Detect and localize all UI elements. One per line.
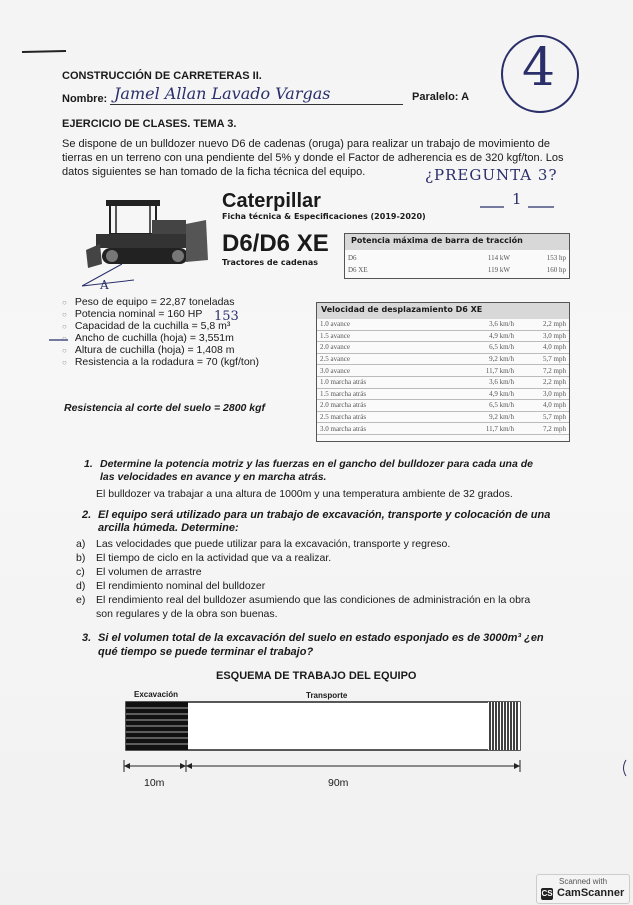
question-2-number: 2. <box>82 509 92 521</box>
question-2-line-2: arcilla húmeda. Determine: <box>98 522 239 534</box>
table-cell: 3,6 km/h <box>451 319 517 330</box>
table-cell: 4,0 mph <box>517 400 569 412</box>
list-item: ○ Ancho de cuchilla (hoja) = 3,551m <box>62 332 234 344</box>
bulldozer-image <box>82 190 210 288</box>
list-item: ○ Resistencia a la rodadura = 70 (kgf/ton) <box>62 356 259 368</box>
table-row <box>317 411 569 423</box>
schema-diagram <box>124 700 522 752</box>
list-item-letter: a) <box>76 538 86 550</box>
table-cell: 7,2 mph <box>517 423 569 435</box>
course-title: CONSTRUCCIÓN DE CARRETERAS II. <box>62 70 262 82</box>
student-name: Jamel Allan Lavado Vargas <box>114 84 331 103</box>
camscanner-watermark <box>536 874 630 904</box>
list-item-text: El rendimiento real del bulldozer asumiendo que las condiciones de administración en la obra <box>96 594 531 606</box>
table-cell: 4,0 mph <box>517 342 569 354</box>
question-1-line-2: las velocidades en avance y en marcha atrás. <box>100 471 327 483</box>
table-row <box>317 353 569 365</box>
intro-line-2: tierras en un terreno con una pendiente del 5% y donde el Factor de adherencia es de 320 kgf/ton. Los <box>62 152 564 164</box>
table-cell: 114 kW <box>487 254 510 262</box>
table-cell: 3,0 mph <box>517 388 569 400</box>
list-item-text: Peso de equipo = 22,87 toneladas <box>74 296 235 308</box>
schema-deposit-zone <box>488 702 520 750</box>
list-item <box>76 608 530 622</box>
table-cell: D6 XE <box>348 266 368 274</box>
list-item-text: Las velocidades que puede utilizar para la excavación, transporte y regreso. <box>96 538 451 550</box>
intro-line-1: Se dispone de un bulldozer nuevo D6 de cadenas (oruga) para realizar un trabajo de movimiento de <box>62 138 550 150</box>
table-cell: D6 <box>348 254 357 262</box>
table-cell: 1.5 avance <box>317 330 451 342</box>
schema-dim-excavation: 10m <box>144 777 165 789</box>
list-item-text: El rendimiento nominal del bulldozer <box>96 580 266 592</box>
table-row <box>317 319 569 330</box>
list-item <box>76 580 530 594</box>
table-cell: 2.0 avance <box>317 342 451 354</box>
name-underline <box>110 104 403 105</box>
table-cell: 9,2 km/h <box>451 411 517 423</box>
list-item-text: Altura de cuchilla (hoja) = 1,408 m <box>74 344 235 356</box>
question-2-line-1: El equipo será utilizado para un trabajo de excavación, transporte y colocación de una <box>98 509 551 521</box>
list-item <box>76 594 530 608</box>
model-title: D6/D6 XE <box>222 230 329 257</box>
table-cell: 5,7 mph <box>517 353 569 365</box>
question-1-note: El bulldozer va trabajar a una altura de 1000m y una temperatura ambiente de 32 grados. <box>96 488 513 500</box>
handwritten-power-correction: 153 <box>214 309 239 324</box>
list-item <box>76 538 530 552</box>
table-row <box>317 365 569 377</box>
list-item-text: Ancho de cuchilla (hoja) = 3,551m <box>74 332 234 344</box>
table-cell: 11,7 km/h <box>451 365 517 377</box>
table-cell: 2,2 mph <box>517 319 569 330</box>
handwritten-number: 1 <box>512 190 522 208</box>
power-table-title: Potencia máxima de barra de tracción <box>345 234 569 250</box>
pen-stroke-mark <box>20 46 70 58</box>
question-3-number: 3. <box>82 632 92 644</box>
schema-dim-transport: 90m <box>328 777 349 789</box>
schema-dimension-lines <box>120 758 526 774</box>
brand-title: Caterpillar <box>222 190 321 212</box>
table-row <box>317 400 569 412</box>
table-row <box>345 252 569 264</box>
table-cell: 2.0 marcha atrás <box>317 400 451 412</box>
handwritten-question-note: ¿PREGUNTA 3? <box>425 166 558 184</box>
question-3-line-1: Si el volumen total de la excavación del suelo en estado esponjado es de 3000m³ ¿en <box>98 632 544 644</box>
list-item <box>76 552 530 566</box>
list-item: ○ Potencia nominal = 160 HP <box>62 308 203 320</box>
question-1-line-1: Determine la potencia motriz y las fuerzas en el gancho del bulldozer para cada una de <box>100 458 533 470</box>
table-cell: 1.0 marcha atrás <box>317 376 451 388</box>
table-cell: 4,9 km/h <box>451 330 517 342</box>
model-subtitle: Tractores de cadenas <box>222 258 318 267</box>
table-cell: 2.5 marcha atrás <box>317 411 451 423</box>
grade-circle <box>498 30 582 114</box>
table-row <box>317 423 569 435</box>
table-row <box>317 330 569 342</box>
list-item-text: El volumen de arrastre <box>96 566 202 578</box>
intro-line-3: datos siguientes se han tomado de la ficha técnica del equipo. <box>62 166 366 178</box>
table-cell: 153 hp <box>546 254 566 262</box>
list-item-text: Capacidad de la cuchilla = 5,8 m³ <box>74 320 231 332</box>
table-cell: 3.0 avance <box>317 365 451 377</box>
soil-resistance: Resistencia al corte del suelo = 2800 kgf <box>64 402 266 414</box>
handwritten-arrow-mark <box>48 336 70 344</box>
schema-label-transport: Transporte <box>306 691 348 700</box>
table-cell: 9,2 km/h <box>451 353 517 365</box>
table-row <box>317 376 569 388</box>
pen-squiggle <box>620 758 630 780</box>
camscanner-logo-icon: CS <box>541 889 553 898</box>
table-cell: 1.5 marcha atrás <box>317 388 451 400</box>
list-item: ○ Altura de cuchilla (hoja) = 1,408 m <box>62 344 235 356</box>
question-1-number: 1. <box>84 458 93 470</box>
table-cell: 3,0 mph <box>517 330 569 342</box>
table-cell: 2,2 mph <box>517 376 569 388</box>
power-table <box>344 233 570 279</box>
name-label: Nombre: <box>62 93 108 105</box>
grade-mark: 4 <box>522 38 556 98</box>
table-cell: 4,9 km/h <box>451 388 517 400</box>
schema-excavation-zone <box>126 702 188 750</box>
list-item: ○ Peso de equipo = 22,87 toneladas <box>62 296 235 308</box>
watermark-line-1: Scanned with <box>559 877 608 886</box>
handwritten-mark-a: A <box>100 278 109 292</box>
velocity-table-title: Velocidad de desplazamiento D6 XE <box>317 303 569 319</box>
table-cell: 119 kW <box>487 266 510 274</box>
list-item-letter: b) <box>76 552 86 564</box>
equipment-data-list <box>62 296 302 368</box>
list-item-text: El tiempo de ciclo en la actividad que va a realizar. <box>96 552 332 564</box>
question-2-items <box>76 538 530 622</box>
table-cell: 7,2 mph <box>517 365 569 377</box>
table-cell: 2.5 avance <box>317 353 451 365</box>
schema-label-excavation: Excavación <box>134 690 179 699</box>
table-cell: 3.0 marcha atrás <box>317 423 451 435</box>
table-row <box>345 264 569 276</box>
question-3-line-2: qué tiempo se puede terminar el trabajo? <box>98 646 314 658</box>
brand-subtitle: Ficha técnica & Especificaciones (2019-2020) <box>222 212 426 221</box>
paralelo-label: Paralelo: A <box>412 91 470 103</box>
list-item-letter: d) <box>76 580 86 592</box>
list-item-text: Resistencia a la rodadura = 70 (kgf/ton) <box>74 356 259 368</box>
list-item-letter: c) <box>76 566 85 578</box>
table-cell: 6,5 km/h <box>451 400 517 412</box>
list-item <box>76 566 530 580</box>
watermark-line-2: CamScanner <box>557 887 625 899</box>
table-row <box>317 388 569 400</box>
velocity-table <box>316 302 570 442</box>
table-cell: 160 hp <box>546 266 566 274</box>
table-cell: 5,7 mph <box>517 411 569 423</box>
table-cell: 1.0 avance <box>317 319 451 330</box>
handwritten-dash <box>478 202 558 212</box>
schema-title: ESQUEMA DE TRABAJO DEL EQUIPO <box>216 670 417 682</box>
list-item-text: Potencia nominal = 160 HP <box>74 308 203 320</box>
list-item: ○ Capacidad de la cuchilla = 5,8 m³ <box>62 320 231 332</box>
table-cell: 3,6 km/h <box>451 376 517 388</box>
list-item-letter: e) <box>76 594 86 606</box>
list-item-text: son regulares y de la obra son buenas. <box>96 608 278 620</box>
table-row <box>317 342 569 354</box>
exercise-title: EJERCICIO DE CLASES. TEMA 3. <box>62 118 237 130</box>
table-cell: 6,5 km/h <box>451 342 517 354</box>
table-cell: 11,7 km/h <box>451 423 517 435</box>
